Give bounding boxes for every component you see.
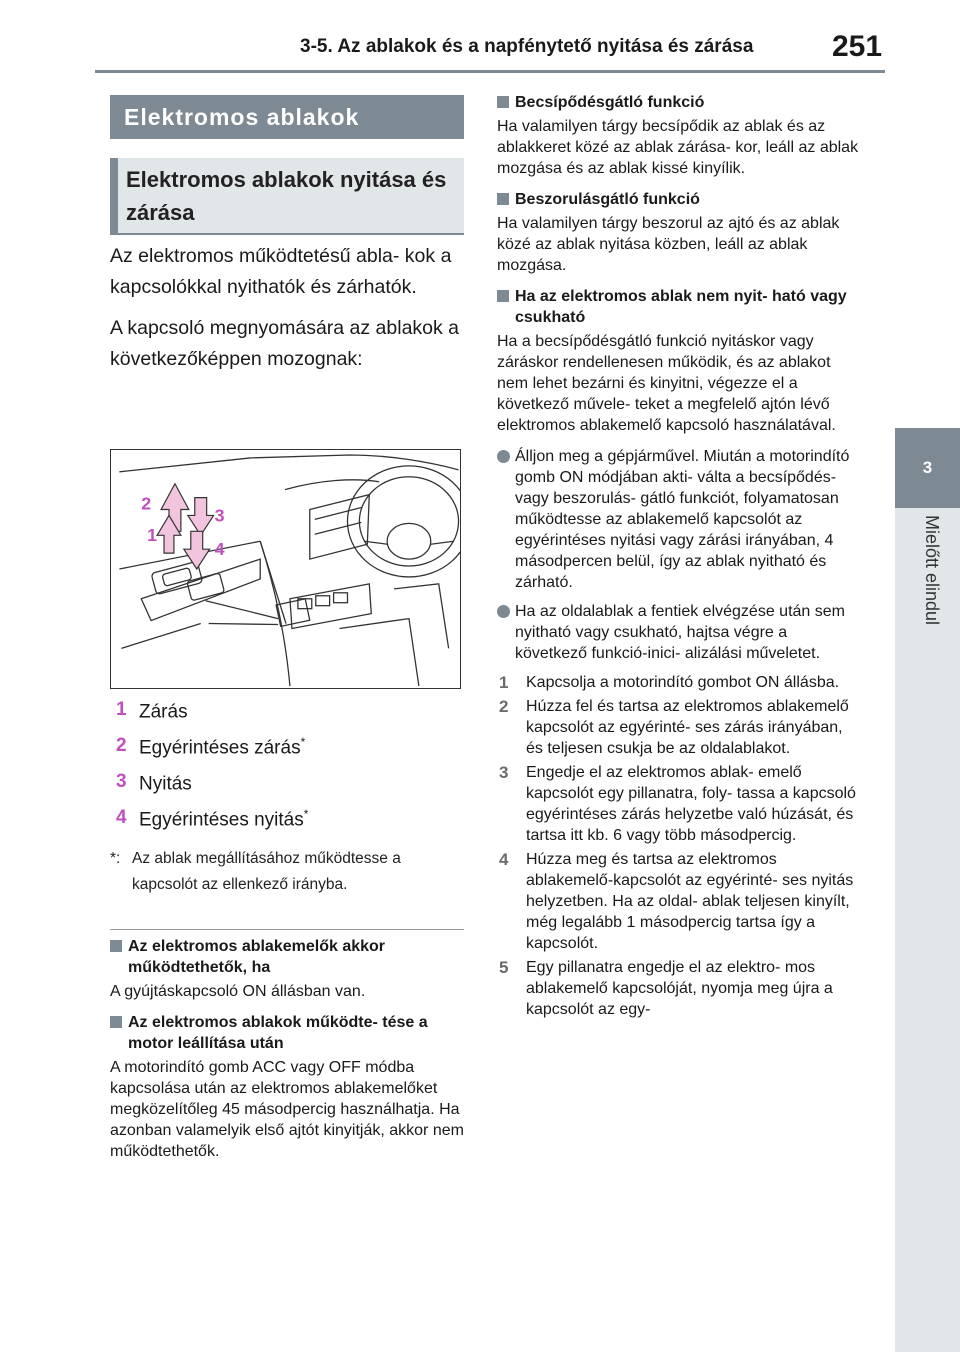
note-body: A motorindító gomb ACC vagy OFF módba kapcsolása után az elektromos ablakemelőket megközelítőleg 45 másodpercig használhatja. Ha azonban valamelyik első ajtót kinyitják, akkor nem működtethetők. xyxy=(110,1059,464,1160)
step-text: Húzza meg és tartsa az elektromos ablakemelő-kapcsolót az egyérinté- ses nyitás helyzetben. Ha az oldal- ablak teljesen kinyílt, még legalább 1 másodpercig tartsa így a kapcsolót. xyxy=(526,851,854,952)
legend-item xyxy=(110,733,470,769)
right-column xyxy=(497,92,859,1023)
note-heading: Becsípődésgátló funkció xyxy=(497,92,859,113)
legend-number: 1 xyxy=(116,699,127,720)
note-heading: Beszorulásgátló funkció xyxy=(497,189,859,210)
legend-number: 3 xyxy=(116,771,127,792)
note-body: Ha a becsípődésgátló funkció nyitáskor vagy záráskor rendellenesen működik, és az ablakot nem lehet bezárni és kinyitni, végezze el a következő művele- teket a megfelelő ajtón lévő elektromos ablakemelő kapcsoló használatával. xyxy=(497,333,836,434)
step-number: 5 xyxy=(499,958,509,977)
intro-text xyxy=(110,241,460,385)
chapter-title: Mielőtt elindul xyxy=(922,515,942,626)
step-text: Húzza fel és tartsa az elektromos ablakemelő kapcsolót az egyérinté- ses zárás irányában, és teljesen csukja be az oldalablakot. xyxy=(526,698,849,757)
legend-asterisk: * xyxy=(300,735,306,749)
step-number: 1 xyxy=(499,673,509,692)
bullet-item: Álljon meg a gépjárművel. Miután a motorindító gomb ON módjában akti- válta a becsípődés- vagy beszorulás- gátló funkciót, folyamatosan működtesse az ablakemelő kapcsolót az egyérintéses nyitási vagy zárási irányában, 4 másodpercen belül, így az ablak nyitható és zárható. xyxy=(497,446,859,593)
page-number: 251 xyxy=(832,30,883,63)
note-body: A gyújtáskapcsoló ON állásban van. xyxy=(110,983,366,1000)
footnote-text: Az ablak megállításához működtesse a kapcsolót az ellenkező irányba. xyxy=(132,850,401,893)
figure-label-3: 3 xyxy=(214,505,225,526)
step-item xyxy=(497,672,859,693)
legend-item xyxy=(110,769,470,805)
footnote xyxy=(110,846,465,898)
step-number: 3 xyxy=(499,763,509,782)
left-column-notes xyxy=(110,936,465,1172)
step-text: Kapcsolja a motorindító gombot ON állásba. xyxy=(526,674,840,691)
step-text: Engedje el az elektromos ablak- emelő kapcsolót egy pillanatra, foly- tassa a kapcsoló egyérintéses zárás helyzetbe való húzását, és tartsa itt kb. 6 vagy több másodpercig. xyxy=(526,764,856,844)
step-number: 2 xyxy=(499,697,509,716)
figure-label-1: 1 xyxy=(147,525,158,546)
step-item xyxy=(497,849,859,954)
chapter-tab xyxy=(895,428,960,508)
subsection-rule xyxy=(110,233,464,235)
section-title: Elektromos ablakok xyxy=(110,95,464,139)
step-item xyxy=(497,762,859,846)
running-header: 3-5. Az ablakok és a napfénytető nyitása és zárása xyxy=(300,36,754,57)
legend-text: Egyérintéses zárás xyxy=(139,737,301,759)
step-text: Egy pillanatra engedje el az elektro- mos ablakemelő kapcsolóját, nyomja meg újra a kapcsolót az egy- xyxy=(526,959,833,1018)
chapter-number: 3 xyxy=(922,458,933,477)
illustration-drawing xyxy=(111,450,460,688)
note-heading: Ha az elektromos ablak nem nyit- ható vagy csukható xyxy=(497,286,859,328)
legend-text: Zárás xyxy=(139,701,188,723)
intro-paragraph: A kapcsoló megnyomására az ablakok a következőképpen mozognak: xyxy=(110,317,460,370)
legend-item xyxy=(110,805,470,841)
intro-paragraph: Az elektromos működtetésű abla- kok a kapcsolókkal nyithatók és zárhatók. xyxy=(110,245,452,298)
bullet-item: Ha az oldalablak a fentiek elvégzése után sem nyitható vagy csukható, hajtsa végre a következő funkció-inici- alizálási műveletet. xyxy=(497,601,859,664)
step-number: 4 xyxy=(499,850,509,869)
power-window-illustration xyxy=(110,449,461,689)
legend-number: 2 xyxy=(116,735,127,756)
divider xyxy=(110,929,464,930)
note-body: Ha valamilyen tárgy beszorul az ajtó és az ablak közé az ablak nyitása közben, leáll az ablak mozgása. xyxy=(497,215,840,274)
legend-text: Nyitás xyxy=(139,773,192,795)
figure-label-2: 2 xyxy=(141,493,152,514)
footnote-mark: *: xyxy=(110,850,121,867)
figure-label-4: 4 xyxy=(214,539,225,560)
step-item xyxy=(497,957,859,1020)
note-heading: Az elektromos ablakok működte- tése a motor leállítása után xyxy=(110,1012,465,1054)
legend-text: Egyérintéses nyitás xyxy=(139,809,304,831)
legend-asterisk: * xyxy=(303,807,309,821)
figure-legend xyxy=(110,697,470,841)
legend-number: 4 xyxy=(116,807,127,828)
legend-item xyxy=(110,697,470,733)
note-body: Ha valamilyen tárgy becsípődik az ablak és az ablakkeret közé az ablak zárása- kor, leáll az ablak mozgása és az ablak kissé kinyílik. xyxy=(497,118,859,177)
note-heading: Az elektromos ablakemelők akkor működtethetők, ha xyxy=(110,936,465,978)
header-rule xyxy=(95,70,885,73)
subsection-title: Elektromos ablakok nyitása és zárása xyxy=(110,158,464,233)
step-item xyxy=(497,696,859,759)
